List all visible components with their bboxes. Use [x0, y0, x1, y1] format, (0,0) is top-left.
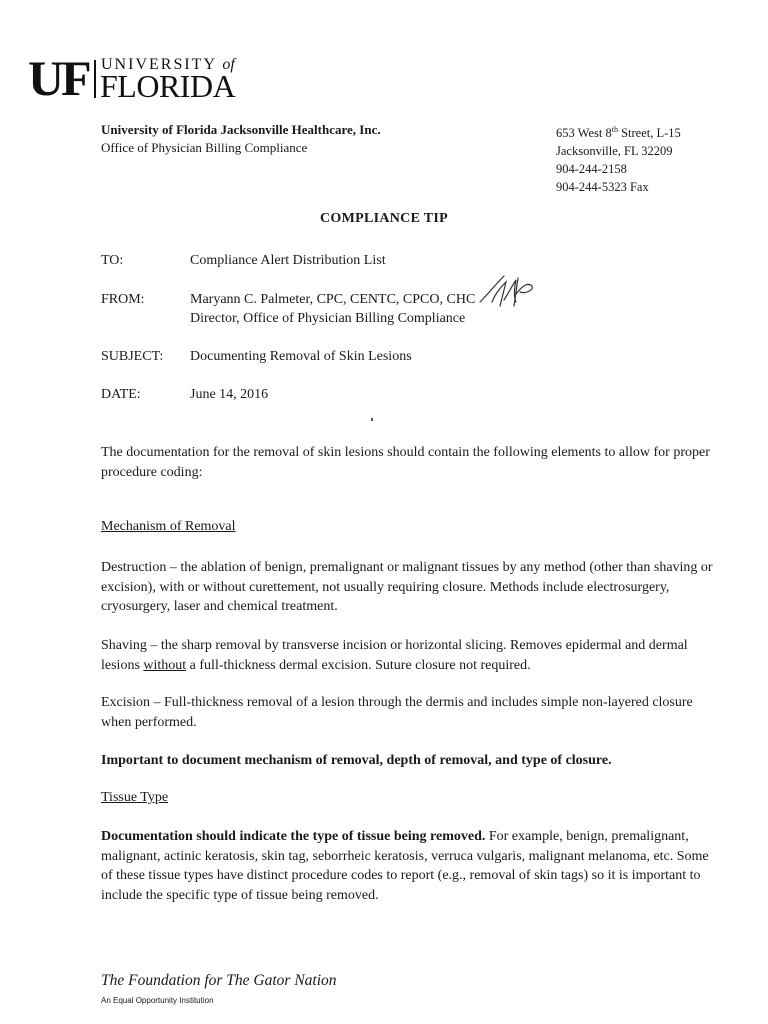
uf-logo-mark: UF [28, 50, 89, 106]
memo-to-label: TO: [101, 253, 124, 268]
address-street [556, 121, 681, 142]
address-block [556, 121, 681, 196]
address-fax: 904-244-5323 Fax [556, 180, 649, 195]
important-note: Important to document mechanism of removal, depth of removal, and type of closure. [101, 753, 612, 768]
logo-divider [94, 60, 96, 98]
memo-from-title: Director, Office of Physician Billing Compliance [190, 311, 466, 326]
document-title: COMPLIANCE TIP [319, 211, 448, 226]
organization-office: Office of Physician Billing Compliance [101, 140, 308, 155]
address-phone: 904-244-2158 [556, 162, 627, 177]
memo-from-label: FROM: [101, 292, 145, 307]
logo-florida-text: FLORIDA [100, 68, 236, 104]
destruction-paragraph: Destruction – the ablation of benign, premalignant or malignant tissues by any method (other than shaving or excision), with or without curettement, not usually requiring closure. Methods include electrosurgery, cryosurgery, laser and chemical treatment. [101, 560, 713, 614]
tissue-type-paragraph [101, 827, 721, 905]
tissue-type-heading: Tissue Type [101, 790, 169, 805]
street-suffix: Street, L-15 [617, 126, 681, 141]
excision-paragraph: Excision – Full-thickness removal of a lesion through the dermis and includes simple non-layered closure when performed. [101, 695, 693, 730]
scan-speck [371, 418, 373, 421]
memo-subject-value: Documenting Removal of Skin Lesions [190, 349, 412, 364]
tissue-type-details: For example, benign, premalignant, malignant, actinic keratosis, skin tag, seborrheic keratosis, verruca vulgaris, malignant melanoma, etc. Some of these tissue types have distinct procedure codes to report (e.g., removal of skin tags) so it is important to include the specific type of tissue being removed. [101, 829, 709, 903]
tissue-type-lead: Documentation should indicate the type of tissue being removed. [101, 829, 486, 844]
mechanism-heading: Mechanism of Removal [101, 519, 236, 534]
logo-of-word: of [222, 56, 235, 73]
street-ordinal: th [611, 125, 618, 134]
organization-block [101, 121, 381, 157]
memo-subject-label: SUBJECT: [101, 349, 164, 364]
shaving-paragraph [101, 636, 721, 675]
memo-date-label: DATE: [101, 387, 141, 402]
memo-to-value: Compliance Alert Distribution List [190, 253, 386, 268]
street-prefix: 653 West 8 [556, 126, 612, 141]
shaving-text-emphasis: without [143, 657, 187, 673]
address-city: Jacksonville, FL 32209 [556, 144, 673, 159]
logo-university-word: UNIVERSITY [101, 56, 217, 73]
shaving-text-start: Shaving – the sharp removal by transverse incision or horizontal slicing. Removes epidermal and dermal lesions [101, 638, 688, 673]
shaving-text-end: a full-thickness dermal excision. Suture closure not required. [186, 657, 531, 673]
organization-name: University of Florida Jacksonville Healthcare, Inc. [101, 122, 381, 137]
footer-equal-opportunity: An Equal Opportunity Institution [101, 996, 214, 1005]
footer-motto: The Foundation for The Gator Nation [101, 972, 337, 989]
handwritten-initials-signature [474, 272, 538, 312]
intro-paragraph: The documentation for the removal of skin lesions should contain the following elements to allow for proper procedure coding: [101, 445, 710, 480]
memo-from-value: Maryann C. Palmeter, CPC, CENTC, CPCO, CHC [190, 292, 476, 307]
memo-date-value: June 14, 2016 [190, 387, 269, 402]
